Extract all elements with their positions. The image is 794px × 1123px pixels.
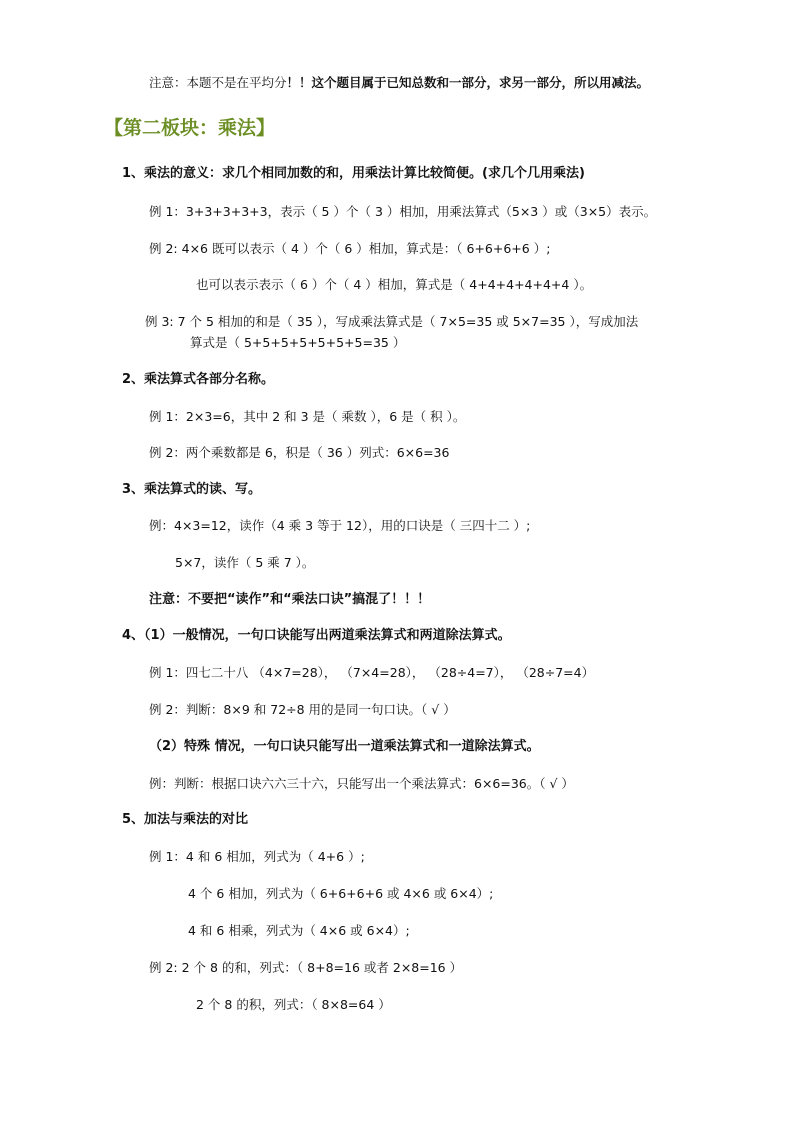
example-1-1: 例 1：3+3+3+3+3，表示（ 5 ）个（ 3 ）相加，用乘法算式（5×3 ）或（3×5）表示。 — [149, 204, 657, 219]
note-prefix: 注意：本题不是在平均分 — [149, 75, 287, 90]
example-5-2b: 2 个 8 的积，列式：（ 8×8=64 ） — [196, 997, 391, 1012]
note-3: 注意：不要把“读作”和“乘法口诀”搞混了！！！ — [149, 592, 431, 607]
example-3-2: 5×7，读作（ 5 乘 7 ）。 — [175, 555, 315, 570]
example-1-2b: 也可以表示表示（ 6 ）个（ 4 ）相加，算式是（ 4+4+4+4+4+4 ）。 — [196, 277, 593, 292]
example-5-1c: 4 和 6 相乘，列式为（ 4×6 或 6×4）; — [188, 923, 410, 938]
note-bold: ！！这个题目属于已知总数和一部分，求另一部分，所以用减法。 — [286, 75, 650, 90]
example-1-3a: 例 3: 7 个 5 相加的和是（ 35 ），写成乘法算式是（ 7×5=35 或 5×7=35 ），写成加法 — [145, 314, 639, 329]
heading-4: 4、（1）一般情况，一句口诀能写出两道乘法算式和两道除法算式。 — [122, 628, 511, 643]
example-5-2a: 例 2: 2 个 8 的和，列式：（ 8+8=16 或者 2×8=16 ） — [149, 960, 463, 975]
heading-4-2: （2）特殊 情况，一句口诀只能写出一道乘法算式和一道除法算式。 — [149, 739, 540, 754]
example-1-3b: 算式是（ 5+5+5+5+5+5+5=35 ） — [190, 335, 406, 350]
example-4-2: 例 2：判断：8×9 和 72÷8 用的是同一句口诀。（ √ ） — [149, 702, 456, 717]
example-2-1: 例 1：2×3=6，其中 2 和 3 是（ 乘数 ），6 是（ 积 ）。 — [149, 409, 466, 424]
example-2-2: 例 2：两个乘数都是 6，积是（ 36 ）列式：6×6=36 — [149, 445, 450, 460]
section-title: 【第二板块：乘法】 — [104, 117, 276, 139]
example-3-1: 例：4×3=12，读作（4 乘 3 等于 12），用的口诀是（ 三四十二 ）; — [149, 518, 531, 533]
example-5-1a: 例 1：4 和 6 相加，列式为（ 4+6 ）; — [149, 849, 365, 864]
example-5-1b: 4 个 6 相加，列式为（ 6+6+6+6 或 4×6 或 6×4）; — [188, 886, 494, 901]
heading-5: 5、加法与乘法的对比 — [122, 812, 249, 827]
heading-2: 2、乘法算式各部分名称。 — [122, 372, 275, 387]
example-4-3: 例：判断：根据口诀六六三十六，只能写出一个乘法算式：6×6=36。（ √ ） — [149, 776, 574, 791]
heading-1: 1、乘法的意义：求几个相同加数的和，用乘法计算比较简便。(求几个几用乘法) — [122, 166, 585, 181]
heading-3: 3、乘法算式的读、写。 — [122, 482, 262, 497]
example-1-2a: 例 2: 4×6 既可以表示（ 4 ）个（ 6 ）相加，算式是：（ 6+6+6+6 ）; — [149, 241, 551, 256]
note-line — [149, 75, 649, 91]
example-4-1: 例 1：四七二十八 （4×7=28）， （7×4=28）， （28÷4=7）， （28÷7=4） — [149, 665, 595, 680]
